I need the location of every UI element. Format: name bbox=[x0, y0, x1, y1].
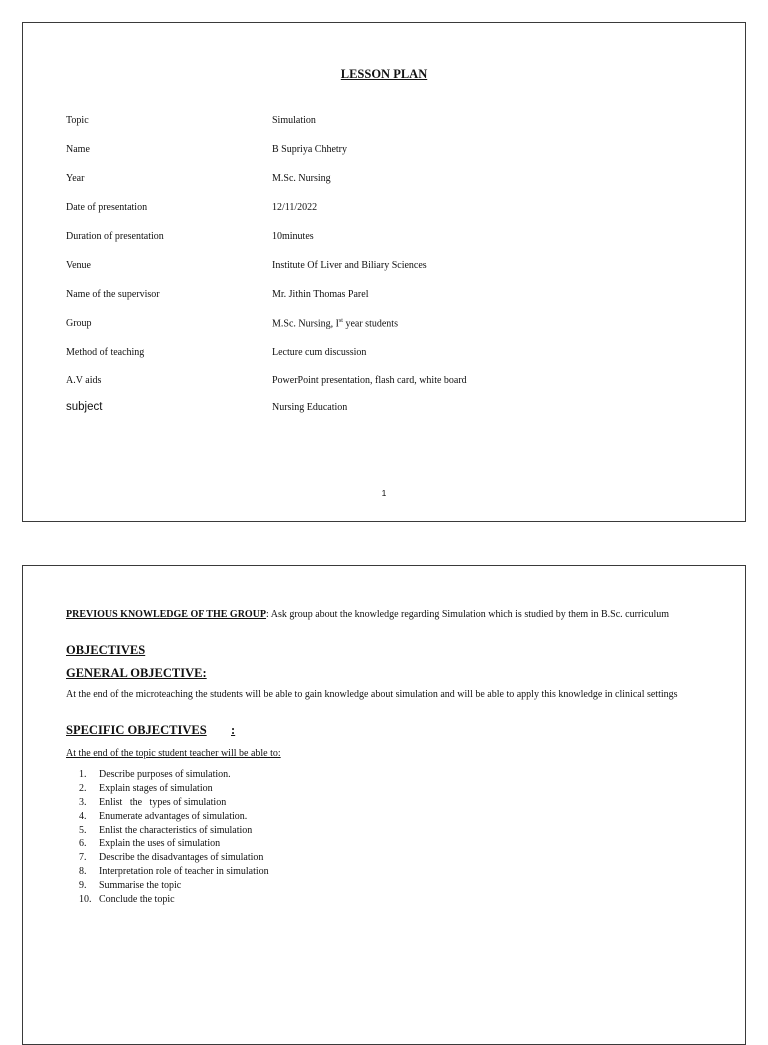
page-title: LESSON PLAN bbox=[340, 67, 428, 81]
list-item bbox=[79, 824, 269, 838]
list-text: Explain stages of simulation bbox=[99, 782, 213, 794]
info-label: Method of teaching bbox=[66, 347, 145, 358]
list-item bbox=[79, 879, 269, 893]
list-number: 4. bbox=[79, 810, 87, 822]
info-value: Nursing Education bbox=[272, 402, 348, 413]
info-value bbox=[272, 318, 398, 329]
list-number: 6. bbox=[79, 838, 87, 850]
list-item bbox=[79, 768, 269, 782]
list-text: Enlist the types of simulation bbox=[99, 796, 227, 808]
list-text: Summarise the topic bbox=[99, 880, 182, 892]
list-number: 7. bbox=[79, 852, 87, 864]
group-value-main: M.Sc. Nursing, I bbox=[272, 318, 339, 330]
general-objective-heading-line bbox=[66, 666, 207, 681]
list-text: Enumerate advantages of simulation. bbox=[99, 810, 248, 822]
info-value: Simulation bbox=[272, 115, 316, 126]
list-item bbox=[79, 865, 269, 879]
list-number: 10. bbox=[79, 894, 92, 906]
list-item bbox=[79, 837, 269, 851]
info-label: Year bbox=[66, 173, 85, 184]
info-row-name bbox=[66, 144, 726, 160]
info-value: PowerPoint presentation, flash card, white board bbox=[272, 375, 467, 386]
info-row-year bbox=[66, 173, 726, 189]
info-label: Venue bbox=[66, 260, 91, 271]
list-item bbox=[79, 851, 269, 865]
info-label: A.V aids bbox=[66, 375, 102, 386]
list-number: 1. bbox=[79, 769, 87, 780]
list-number: 2. bbox=[79, 782, 87, 794]
general-objective-text: At the end of the microteaching the students will be able to gain knowledge about simulation and will be able to apply this knowledge in clinical settings bbox=[66, 689, 678, 700]
info-value: Mr. Jithin Thomas Parel bbox=[272, 289, 369, 300]
info-value: M.Sc. Nursing bbox=[272, 173, 331, 184]
list-text: Describe purposes of simulation. bbox=[99, 769, 231, 780]
info-label: Name bbox=[66, 144, 90, 155]
list-number: 3. bbox=[79, 796, 87, 808]
ordinal-superscript: st bbox=[338, 318, 343, 324]
list-text: Interpretation role of teacher in simulation bbox=[99, 866, 269, 878]
group-value-rest: year students bbox=[342, 318, 398, 330]
document-page-2 bbox=[22, 565, 746, 1045]
info-label: Duration of presentation bbox=[66, 231, 164, 242]
info-label: subject bbox=[66, 401, 103, 413]
info-value: Lecture cum discussion bbox=[272, 347, 367, 358]
specific-objectives-intro: At the end of the topic student teacher will be able to: bbox=[66, 748, 281, 759]
info-row-group bbox=[66, 318, 726, 334]
list-number: 5. bbox=[79, 824, 87, 836]
list-item bbox=[79, 796, 269, 810]
general-objective-heading: GENERAL OBJECTIVE bbox=[66, 666, 203, 680]
info-row-method bbox=[66, 347, 726, 363]
list-item bbox=[79, 782, 269, 796]
specific-objectives-heading: SPECIFIC OBJECTIVES bbox=[66, 723, 207, 737]
list-item bbox=[79, 893, 269, 907]
info-label: Group bbox=[66, 318, 92, 329]
info-row-venue bbox=[66, 260, 726, 276]
info-value: Institute Of Liver and Biliary Sciences bbox=[272, 260, 427, 271]
info-row-av-aids bbox=[66, 375, 726, 391]
list-text: Explain the uses of simulation bbox=[99, 838, 221, 850]
list-text: Conclude the topic bbox=[99, 894, 175, 906]
previous-knowledge-heading: PREVIOUS KNOWLEDGE OF THE GROUP bbox=[66, 609, 267, 620]
document-page-1 bbox=[22, 22, 746, 522]
info-row-duration bbox=[66, 231, 726, 247]
specific-objectives-list bbox=[79, 768, 269, 907]
info-label: Name of the supervisor bbox=[66, 289, 160, 300]
info-value: 12/11/2022 bbox=[272, 202, 318, 213]
list-text: Enlist the characteristics of simulation bbox=[99, 824, 253, 836]
info-row-topic bbox=[66, 115, 726, 131]
list-text: Describe the disadvantages of simulation bbox=[99, 852, 264, 864]
info-value: 10minutes bbox=[272, 231, 314, 242]
info-row-date bbox=[66, 202, 726, 218]
objectives-heading: OBJECTIVES bbox=[66, 643, 146, 657]
list-item bbox=[79, 810, 269, 824]
list-number: 9. bbox=[79, 880, 87, 892]
info-label: Topic bbox=[66, 115, 89, 126]
previous-knowledge-text: : Ask group about the knowledge regarding Simulation which is studied by them in B.Sc. curriculum bbox=[266, 609, 670, 620]
list-number: 8. bbox=[79, 866, 87, 878]
colon: : bbox=[231, 723, 236, 737]
previous-knowledge-paragraph bbox=[66, 609, 706, 621]
info-row-supervisor bbox=[66, 289, 726, 305]
info-row-subject bbox=[66, 402, 726, 418]
page-number: 1 bbox=[381, 488, 387, 498]
info-value: B Supriya Chhetry bbox=[272, 144, 347, 155]
colon: : bbox=[202, 666, 207, 680]
info-label: Date of presentation bbox=[66, 202, 148, 213]
